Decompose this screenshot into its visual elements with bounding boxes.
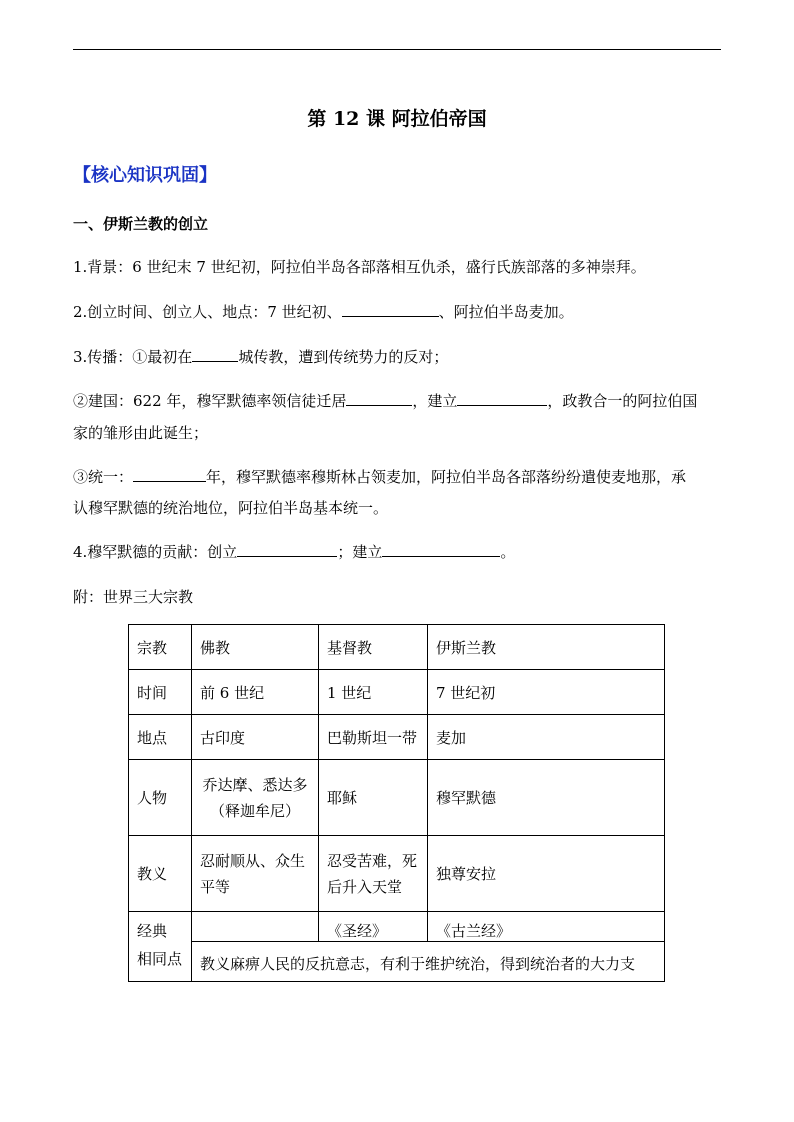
answer-blank[interactable] bbox=[457, 391, 547, 406]
attachment-label: 附：世界三大宗教 bbox=[73, 588, 194, 606]
table-cell: 麦加 bbox=[428, 715, 665, 760]
row-label: 时间 bbox=[129, 670, 192, 715]
row-label: 经典 bbox=[129, 912, 192, 942]
table-cell: 穆罕默德 bbox=[428, 760, 665, 836]
text: 城传教，遭到传统势力的反对； bbox=[238, 348, 449, 366]
paragraph-unify bbox=[73, 466, 686, 487]
text: 年，穆罕默德率穆斯林占领麦加，阿拉伯半岛各部落纷纷遣使麦地那，承 bbox=[206, 468, 687, 486]
table-cell: 7 世纪初 bbox=[428, 670, 665, 715]
table-cell: 耶稣 bbox=[319, 760, 428, 836]
paragraph-state bbox=[73, 390, 697, 411]
table-row-common bbox=[129, 942, 665, 982]
table-row bbox=[129, 760, 665, 836]
table-cell: 前 6 世纪 bbox=[192, 670, 319, 715]
paragraph-unify-cont: 认穆罕默德的统治地位，阿拉伯半岛基本统一。 bbox=[73, 499, 389, 517]
text: ；建立 bbox=[337, 543, 383, 561]
table-cell: 独尊安拉 bbox=[428, 836, 665, 912]
header-cell: 伊斯兰教 bbox=[428, 625, 665, 670]
text: ，政教合一的阿拉伯国 bbox=[547, 392, 698, 410]
answer-blank[interactable] bbox=[342, 302, 439, 317]
table-cell bbox=[192, 912, 319, 942]
table-row bbox=[129, 836, 665, 912]
text: 4.穆罕默德的贡献：创立 bbox=[73, 543, 238, 561]
text: ②建国：622 年，穆罕默德率领信徒迁居 bbox=[73, 392, 347, 410]
table-cell: 忍受苦难，死后升入天堂 bbox=[319, 836, 428, 912]
table-cell: 1 世纪 bbox=[319, 670, 428, 715]
table-cell: 乔达摩、悉达多（释迦牟尼） bbox=[192, 760, 319, 836]
answer-blank[interactable] bbox=[346, 391, 412, 406]
header-cell: 基督教 bbox=[319, 625, 428, 670]
table-cell: 忍耐顺从、众生平等 bbox=[192, 836, 319, 912]
row-label: 教义 bbox=[129, 836, 192, 912]
table-cell: 《古兰经》 bbox=[428, 912, 665, 942]
answer-blank[interactable] bbox=[133, 467, 206, 482]
row-label: 相同点 bbox=[129, 942, 192, 982]
text: 2.创立时间、创立人、地点：7 世纪初、 bbox=[73, 303, 342, 321]
text: 。 bbox=[500, 543, 516, 561]
table-cell: 《圣经》 bbox=[319, 912, 428, 942]
row-label: 人物 bbox=[129, 760, 192, 836]
paragraph-spread bbox=[73, 346, 448, 367]
subheading: 一、伊斯兰教的创立 bbox=[73, 215, 209, 233]
table-row bbox=[129, 912, 665, 942]
table-row bbox=[129, 715, 665, 760]
answer-blank[interactable] bbox=[192, 347, 238, 362]
paragraph-contribution bbox=[73, 541, 515, 562]
text: ③统一： bbox=[73, 468, 134, 486]
paragraph-state-cont: 家的雏形由此诞生； bbox=[73, 424, 209, 442]
table-cell: 巴勒斯坦一带 bbox=[319, 715, 428, 760]
header-cell: 宗教 bbox=[129, 625, 192, 670]
paragraph-founding bbox=[73, 301, 574, 322]
section-heading: 【核心知识巩固】 bbox=[73, 165, 217, 186]
text: 3.传播：①最初在 bbox=[73, 348, 193, 366]
religions-table bbox=[128, 624, 665, 982]
text: ，建立 bbox=[412, 392, 458, 410]
table-cell: 古印度 bbox=[192, 715, 319, 760]
answer-blank[interactable] bbox=[382, 542, 500, 557]
header-rule bbox=[73, 49, 721, 50]
table-row bbox=[129, 670, 665, 715]
answer-blank[interactable] bbox=[237, 542, 337, 557]
table-cell: 教义麻痹人民的反抗意志，有利于维护统治，得到统治者的大力支 bbox=[192, 942, 665, 982]
row-label: 地点 bbox=[129, 715, 192, 760]
header-cell: 佛教 bbox=[192, 625, 319, 670]
page-title: 第 12 课 阿拉伯帝国 bbox=[307, 108, 487, 130]
table-header-row bbox=[129, 625, 665, 670]
paragraph-background: 1.背景：6 世纪末 7 世纪初，阿拉伯半岛各部落相互仇杀，盛行氏族部落的多神崇拜。 bbox=[73, 258, 646, 276]
text: 、阿拉伯半岛麦加。 bbox=[438, 303, 574, 321]
